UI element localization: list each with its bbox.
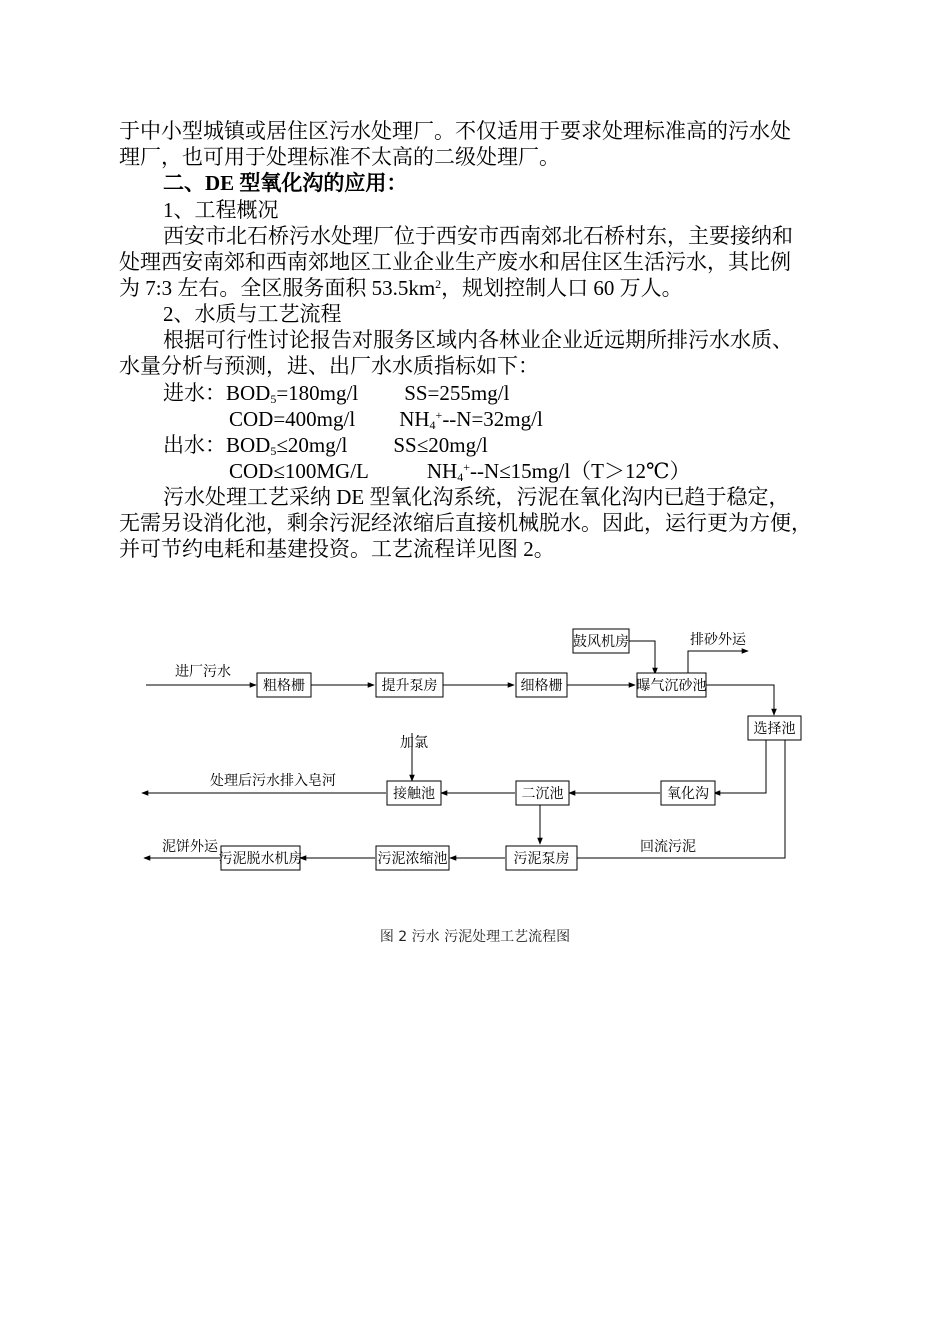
subsection-heading: 2、水质与工艺流程	[163, 302, 342, 326]
influent-spec-line: COD=400mg/l $NH_4^+--N=32mg/l$	[229, 407, 543, 432]
secondary-clarifier-box	[516, 781, 569, 805]
paragraph-line: 于中小型城镇或居住区污水处理厂。不仅适用于要求处理标准高的污水处	[119, 119, 791, 143]
svg-text:鼓风机房: 鼓风机房	[573, 634, 629, 650]
svg-text:污泥脱水机房: 污泥脱水机房	[218, 851, 303, 867]
contact-tank-box	[387, 781, 441, 805]
svg-text:污泥浓缩池: 污泥浓缩池	[377, 851, 448, 867]
svg-text:粗格栅: 粗格栅	[263, 678, 305, 694]
process-flow-diagram	[130, 618, 820, 876]
svg-text:细格栅: 细格栅	[520, 678, 563, 694]
grit-removal-arrow	[688, 651, 748, 674]
chlorine-label: 加氯	[400, 735, 428, 751]
section-heading: 二、DE 型氧化沟的应用：	[163, 171, 408, 195]
return-sludge-label: 回流污泥	[640, 839, 696, 855]
selector-tank-box	[748, 716, 801, 740]
flow-arrow	[714, 740, 766, 793]
svg-text:选择池: 选择池	[753, 721, 796, 737]
paragraph-line: 水量分析与预测，进、出厂水水质指标如下：	[119, 354, 539, 378]
svg-text:曝气沉砂池: 曝气沉砂池	[636, 678, 707, 694]
discharge-label: 处理后污水排入皂河	[210, 773, 336, 789]
paragraph-line: 并可节约电耗和基建投资。工艺流程详见图 2。	[119, 537, 555, 561]
blower-house-box	[573, 629, 629, 653]
lift-pump-box	[376, 673, 443, 697]
paragraph-line: 为 7:3 左右。全区服务面积 $53.5km^2$，规划控制人口 60 万人。	[119, 276, 683, 300]
svg-text:氧化沟: 氧化沟	[667, 786, 709, 802]
aerated-grit-chamber-box	[637, 673, 707, 697]
fine-screen-box	[516, 673, 567, 697]
sludge-pump-box	[506, 846, 577, 870]
svg-text:二沉池: 二沉池	[521, 786, 564, 802]
grit-out-label: 排砂外运	[690, 632, 746, 648]
sludge-thickener-box	[376, 846, 449, 870]
figure-caption: 图 2 污水 污泥处理工艺流程图	[379, 929, 571, 945]
oxidation-ditch-box	[661, 781, 715, 805]
coarse-screen-box	[257, 673, 311, 697]
paragraph-line: 污水处理工艺采纳 DE 型氧化沟系统，污泥在氧化沟内已趋于稳定，	[163, 485, 790, 509]
flow-arrow	[706, 685, 774, 715]
paragraph-line: 无需另设消化池，剩余污泥经浓缩后直接机械脱水。因此，运行更为方便，	[119, 511, 812, 535]
svg-text:提升泵房: 提升泵房	[381, 678, 438, 694]
effluent-spec-line: 出水：$BOD_5\le 20mg/l$ SS≤20mg/l	[163, 433, 488, 458]
paragraph-line: 根据可行性讨论报告对服务区域内各林业企业近远期所排污水水质、	[163, 328, 793, 352]
influent-label: 进厂污水	[175, 664, 231, 680]
cake-out-label: 泥饼外运	[162, 839, 218, 855]
svg-text:污泥泵房: 污泥泵房	[513, 851, 570, 867]
paragraph-line: 西安市北石桥污水处理厂位于西安市西南郊北石桥村东，主要接纳和	[163, 224, 793, 248]
effluent-spec-line: COD≤100MG/L $NH_4^+--N\le 15mg/l(T>12℃)$	[229, 459, 691, 484]
subsection-heading: 1、工程概况	[163, 198, 279, 222]
dewatering-house-box	[219, 846, 303, 870]
paragraph-line: 理厂，也可用于处理标准不太高的二级处理厂。	[119, 145, 560, 169]
influent-spec-line: 进水：$BOD_5=180mg/l$ SS=255mg/l	[163, 381, 510, 406]
paragraph-line: 处理西安南郊和西南郊地区工业企业生产废水和居住区生活污水，其比例	[119, 250, 791, 274]
svg-text:接触池: 接触池	[393, 786, 435, 802]
